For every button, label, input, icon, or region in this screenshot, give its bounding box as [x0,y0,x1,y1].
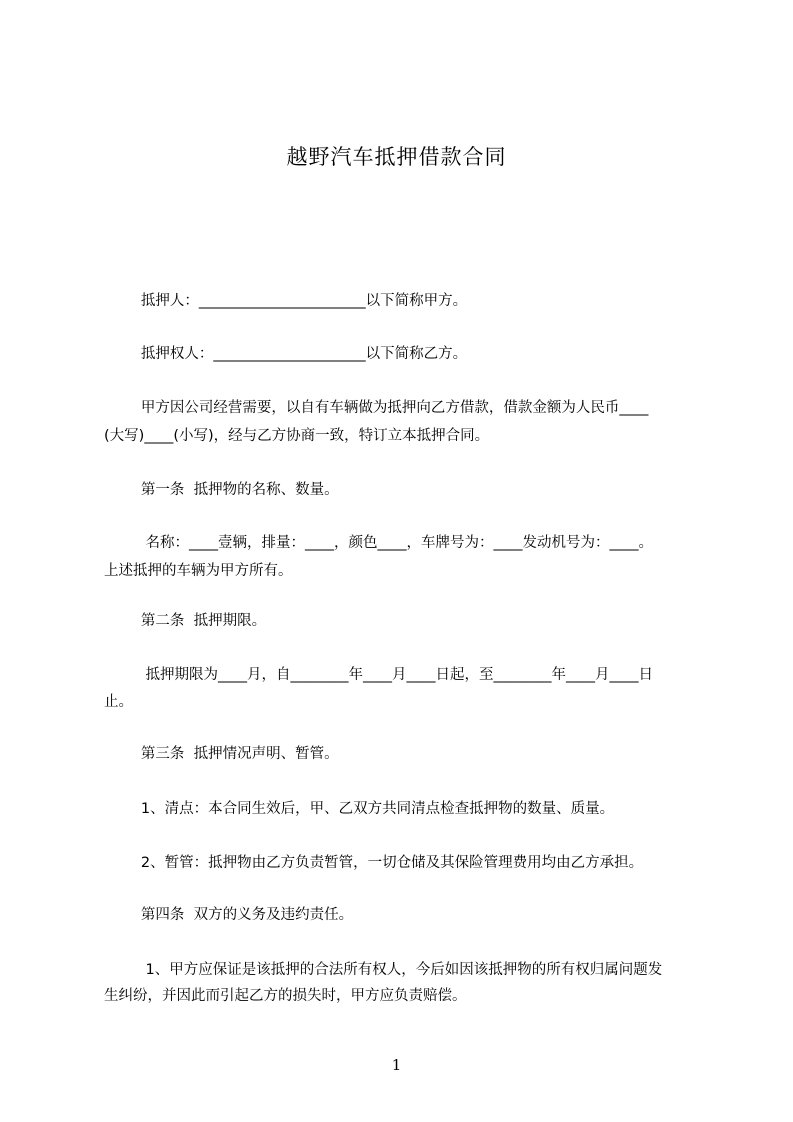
article-2-line-2: 止。 [104,694,133,710]
clause-intro-line-1: 甲方因公司经营需要，以自有车辆做为抵押向乙方借款，借款金额为人民币____ [104,400,649,416]
article-3-heading: 第三条 抵押情况声明、暂管。 [104,746,339,762]
page-number: 1 [391,1056,402,1074]
article-3-item-2: 2、暂管：抵押物由乙方负责暂管，一切仓储及其保险管理费用均由乙方承担。 [104,855,644,871]
article-1-line-1: 名称：____壹辆，排量：____，颜色____，车牌号为：____发动机号为：____。 [104,535,653,551]
clause-mortgagee: 抵押权人：_____________________以下简称乙方。 [104,346,468,362]
clause-mortgagor: 抵押人：_______________________以下简称甲方。 [104,293,468,309]
clause-intro-line-2: (大写)____(小写)，经与乙方协商一致，特订立本抵押合同。 [104,428,490,444]
article-4-heading: 第四条 双方的义务及违约责任。 [104,907,354,923]
article-3-item-1: 1、清点：本合同生效后，甲、乙双方共同清点检查抵押物的数量、质量。 [104,801,615,817]
article-4-item-1-line-2: 生纠纷，并因此而引起乙方的损失时，甲方应负责赔偿。 [104,988,467,1004]
article-1-line-2: 上述抵押的车辆为甲方所有。 [104,563,293,579]
article-2-heading: 第二条 抵押期限。 [104,613,267,629]
article-2-line-1: 抵押期限为____月，自________年____月____日起，至________年____月____日 [104,667,653,683]
article-4-item-1-line-1: 1、甲方应保证是该抵押的合法所有权人，今后如因该抵押物的所有权归属问题发 [104,962,663,978]
document-title: 越野汽车抵押借款合同 [286,145,507,169]
article-1-heading: 第一条 抵押物的名称、数量。 [104,482,339,498]
